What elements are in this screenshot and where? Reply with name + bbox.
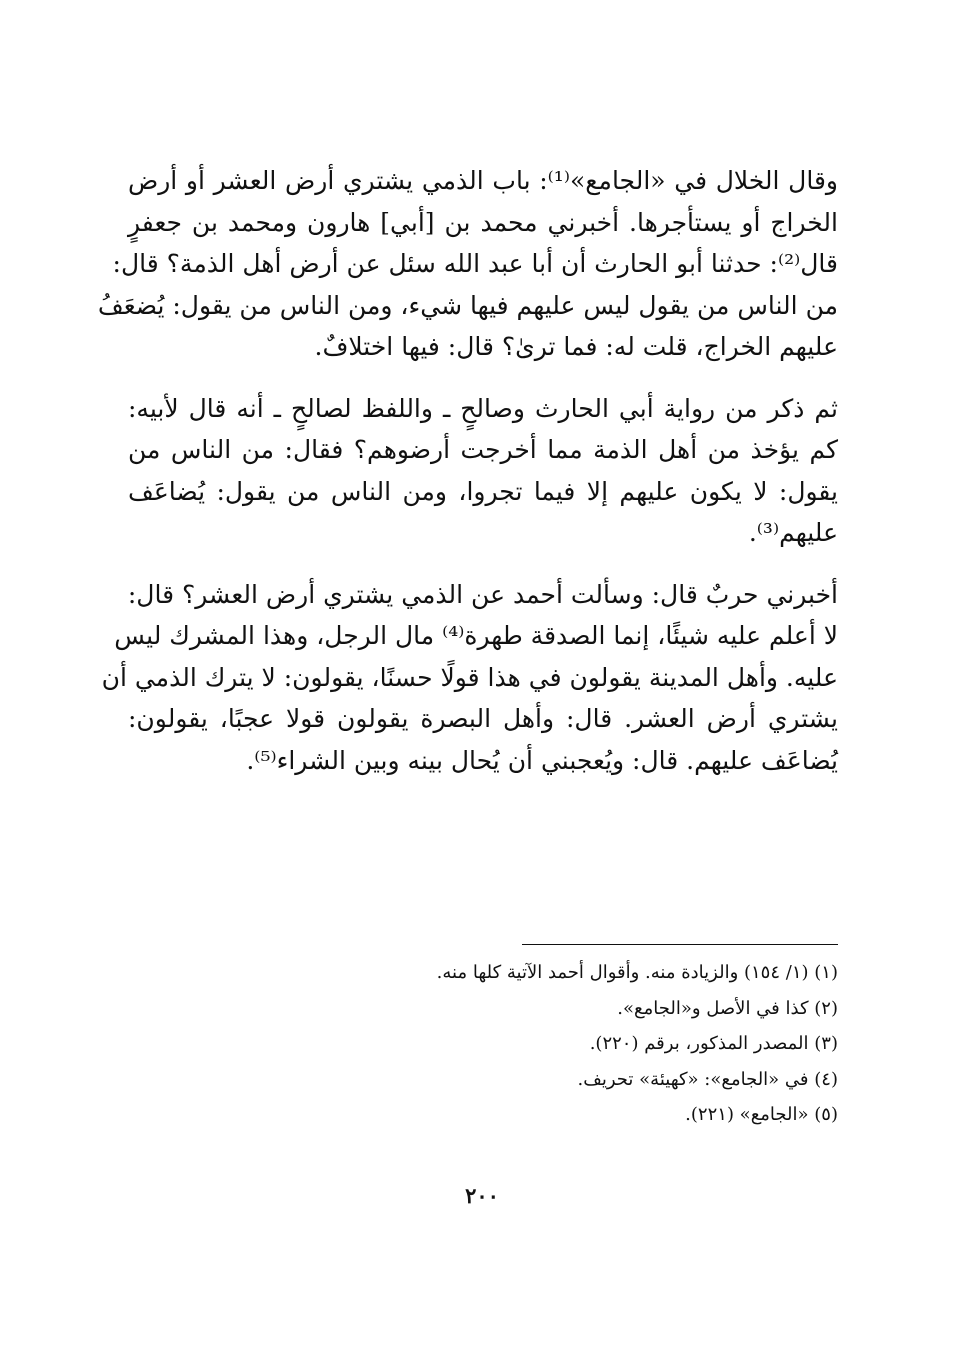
footnote-text: في «الجامع»: «كهيئة» تحريف. [577, 1068, 809, 1090]
text-line: الخراج أو يستأجرها. أخبرني محمد بن [أبي] هارون ومحمد بن جعفرٍ [128, 207, 838, 237]
text-line: يقول: لا يكون عليهم إلا فيما تجروا، ومن الناس من يقول: يُضاعَف [128, 476, 838, 506]
footnote-text: كذا في الأصل و«الجامع». [617, 997, 809, 1019]
text-line: أخبرني حربٌ قال: وسألت أحمد عن الذمي يشتري أرض العشر؟ قال: [127, 579, 838, 609]
text-line: عليهم⁽³⁾. [748, 518, 838, 547]
footnote-marker: (٢) [814, 997, 838, 1019]
footnote-2 [358, 991, 838, 1027]
paragraph-1 [97, 160, 838, 368]
footnotes [358, 955, 838, 1133]
footnote-text: «الجامع» (٢٢١). [685, 1104, 809, 1125]
text-line: يُضاعَف عليهم. قال: ويُعجبني أن يُحال بينه وبين الشراء⁽⁵⁾. [246, 745, 838, 775]
footnote-text: (١/ ١٥٤) والزيادة منه. وأقوال أحمد الآتية كلها منه. [436, 962, 809, 983]
footnote-separator [522, 944, 838, 945]
footnote-marker: (٤) [814, 1068, 838, 1090]
text-line: قال⁽²⁾: حدثنا أبو الحارث أن أبا عبد الله سئل عن أرض أهل الذمة؟ قال: [112, 249, 838, 278]
text-line: وقال الخلال في «الجامع»⁽¹⁾: باب الذمي يشتري أرض العشر أو أرض [128, 166, 838, 195]
paragraph-2 [128, 388, 838, 554]
text-line: عليه. وأهل المدينة يقولون في هذا قولًا حسنًا، يقولون: لا يترك الذمي أن [101, 662, 838, 692]
footnote-3 [358, 1026, 838, 1062]
footnote-4 [358, 1062, 838, 1098]
footnote-marker: (٥) [814, 1104, 838, 1125]
footnote-marker: (١) [814, 962, 838, 983]
text-line: ثم ذكر من رواية أبي الحارث وصالحٍ ـ واللفظ لصالحٍ ـ أنه قال لأبيه: [128, 393, 838, 423]
text-line: لا أعلم عليه شيئًا، إنما الصدقة طهرة⁽⁴⁾ مال الرجل، وهذا المشرك ليس [114, 621, 838, 650]
footnote-5 [358, 1097, 838, 1133]
text-line: عليهم الخراج، قلت له: فما ترىٰ؟ قال: فيها اختلافٌ. [314, 332, 838, 361]
footnote-marker: (٣) [814, 1033, 838, 1054]
main-text [97, 160, 839, 801]
text-line: يشتري أرض العشر. قال: وأهل البصرة يقولون قولا عجبًا، يقولون: [128, 704, 839, 733]
text-line: من الناس من يقول ليس عليهم فيها شيء، ومن الناس من يقول: يُضعَفُ [97, 290, 838, 320]
page-number: ٢٠٠ [465, 1183, 499, 1208]
paragraph-3 [101, 574, 839, 782]
footnote-1 [358, 955, 838, 991]
text-line: كم يؤخذ من أهل الذمة مما أخرجت أرضوهم؟ فقال: من الناس من [128, 435, 838, 464]
footnote-text: المصدر المذكور، برقم (٢٢٠). [589, 1033, 809, 1054]
